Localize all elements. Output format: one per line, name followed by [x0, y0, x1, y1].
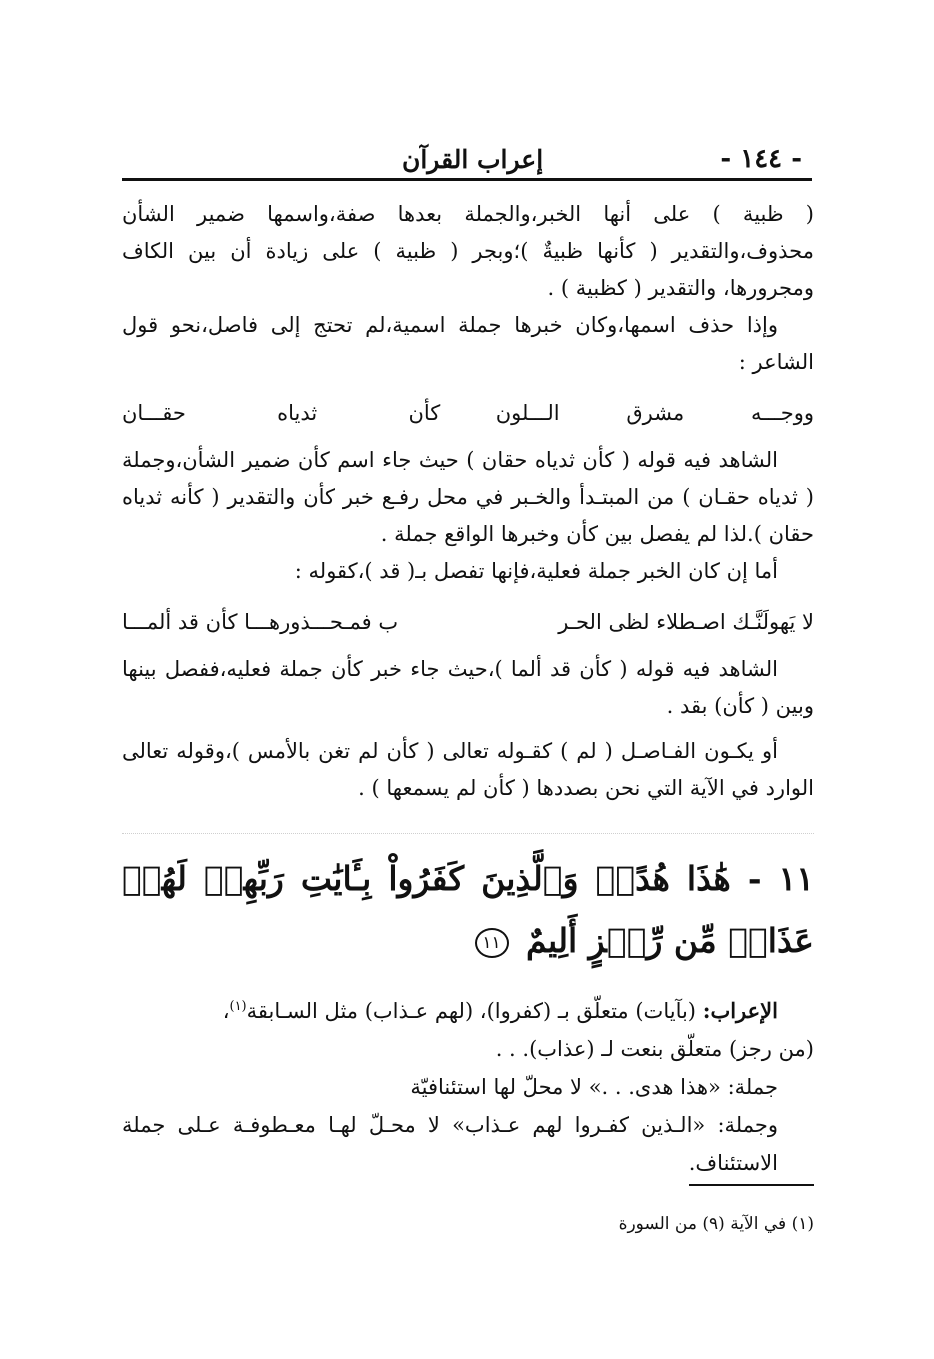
- paragraph-1: ( ظبية ) على أنها الخبر،والجملة بعدها صفة،واسمها ضمير الشأن محذوف،والتقدير ( كأنها ظبيةٌ )؛وبجر ( ظبية ) على زيادة أن بين الكاف ومجرورها، والتقدير ( كظبية ) .: [122, 202, 814, 300]
- verse-word: ووجـــه: [751, 401, 814, 425]
- footnote-reference: (١): [229, 999, 247, 1014]
- paragraph-5: الشاهد فيه قوله ( كأن قد ألما )،حيث جاء خبر كأن جملة فعليه،ففصل بينها وبين ( كأن) بقد .: [122, 657, 814, 718]
- irab-line-2: (من رجز) متعلّق بنعت لـ (عذاب). . .: [495, 1037, 814, 1061]
- paragraph-6: أو يكـون الفـاصـل ( لم ) كقـوله تعالى ( كأن لم تغن بالأمس )،وقوله تعالى الوارد في الآية التي نحن بصددها ( كأن لم يسمعها ) .: [122, 739, 814, 800]
- running-title: إعراب القرآن: [402, 145, 544, 174]
- irab-line-4: [122, 1106, 814, 1186]
- irab-line-1: [122, 988, 814, 1030]
- verse-2-second-half: ب فمـحـــذورهـــا كأن قد ألمـــا: [122, 610, 399, 634]
- footnote: (١) في الآية (٩) من السورة: [618, 1214, 814, 1234]
- verse-1-second-half: [122, 395, 440, 432]
- irab-label: الإعراب:: [702, 998, 778, 1023]
- page-number: - ١٤٤ -: [720, 144, 802, 174]
- poem-verse-1: [122, 395, 814, 432]
- irab-last-word: الاستئناف.: [689, 1144, 814, 1186]
- irab-text-1: (بآيات) متعلّق بـ (كفروا)، (لهم عـذاب) مثل السـابقة: [246, 999, 697, 1023]
- poem-verse-2: [122, 604, 814, 641]
- quran-verse-text: ١١ - هَٰذَا هُدًىۖ وَٱلَّذِينَ كَفَرُواْ بِـَٔايَٰتِ رَبِّهِمۡ لَهُمۡ عَذَابٞ مِّن رِّجۡزٍ أَلِيمٌ: [122, 859, 814, 960]
- ayah-number-icon: ١١: [475, 928, 509, 958]
- paragraph-3: الشاهد فيه قوله ( كأن ثدياه حقان ) حيث جاء اسم كأن ضمير الشأن،وجملة ( ثدياه حقـان ) من المبتـدأ والخـبر في محل رفـع خبر كأن والتقدير ( كأنه ثدياه حقان ).لذا لم يفصل بين كأن وخبرها الواقع جملة .: [122, 448, 814, 546]
- irab-section: [122, 988, 814, 1186]
- verse-word: كأن: [408, 401, 441, 425]
- verse-word: الـــلون: [495, 401, 560, 425]
- paragraph-2: وإذا حذف اسمها،وكان خبرها جملة اسمية،لم تحتج إلى فاصل،نحو قول الشاعر :: [122, 313, 814, 374]
- verse-word: حقـــان: [122, 401, 186, 425]
- irab-text-1-end: ،: [222, 999, 230, 1023]
- main-text: [122, 196, 814, 1186]
- verse-word: ثدياه: [277, 401, 318, 425]
- verse-word: مشرق: [626, 401, 685, 425]
- irab-line-3: جملة: «هذا هدى. . .» لا محلّ لها استئنافيّة: [410, 1075, 778, 1099]
- verse-1-first-half: [496, 395, 814, 432]
- irab-text-4: وجملة: «الـذين كفـروا لهم عـذاب» لا محـلّ لهـا معـطوفـة عـلى جملة: [122, 1113, 778, 1137]
- paragraph-4: أما إن كان الخبر جملة فعلية،فإنها تفصل بـ( قد )،كقوله :: [294, 559, 778, 583]
- page-header: [122, 138, 812, 181]
- quran-verse: [122, 833, 814, 972]
- verse-2-first-half: لا يَهولَنَّـك اصـطلاء لظى الحـر: [558, 610, 814, 634]
